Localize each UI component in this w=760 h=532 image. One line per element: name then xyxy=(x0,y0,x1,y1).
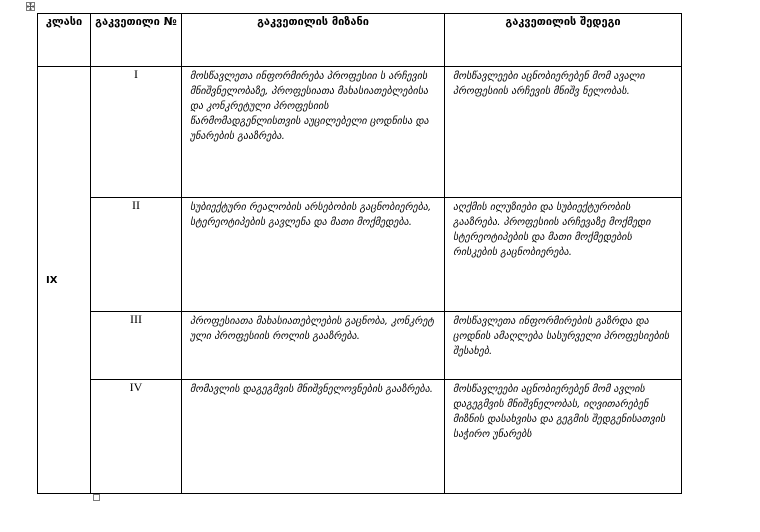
table-row xyxy=(38,380,682,494)
header-lesson-goal: გაკვეთილის მიზანი xyxy=(182,14,445,67)
table-header-row xyxy=(38,14,682,67)
lesson-goal: მომავლის დაგეგმვის მნიშვნელოვნების გააზრება. xyxy=(182,380,445,494)
table-row xyxy=(38,67,682,198)
lesson-goal: სუბიექტური რეალობის არსებობის გაცნობიერება, სტერეოტიპების გავლენა და მათი მოქმედება. xyxy=(182,198,445,312)
table-resize-handle[interactable] xyxy=(93,494,100,501)
lesson-plan-table xyxy=(37,13,682,494)
lesson-goal: მოსწავლეთა ინფორმირება პროფესიი ს არჩევის მნიშვნელობაზე, პროფესიათა მახასიათებლებისა და კონკრეტული პროფესიის წარმომადგენლისთვის აუცილებელი ცოდნისა და უნარების გააზრება. xyxy=(182,67,445,198)
table-move-handle-icon[interactable] xyxy=(26,2,35,11)
lesson-number: I xyxy=(91,67,182,198)
lesson-number: IV xyxy=(91,380,182,494)
lesson-result: აღქმის ილუზიები და სუბიექტურობის გააზრება. პროფესიის არჩევაზე მოქმედი სტერეოტიპების და მათი მოქმედების რისკების გაცნობიერება. xyxy=(445,198,682,312)
header-lesson-result: გაკვეთილის შედეგი xyxy=(445,14,682,67)
lesson-result: მოსწავლეები აცნობიერებენ მომ ავლის დაგეგმვის მნიშვნელობას, იღვითარებენ მიზნის დასახვისა და გეგმის შედგენისათვის საჭირო უნარებს xyxy=(445,380,682,494)
header-class: კლასი xyxy=(38,14,91,67)
lesson-number: II xyxy=(91,198,182,312)
class-cell: IX xyxy=(38,67,91,494)
lesson-number: III xyxy=(91,312,182,380)
lesson-result: მოსწავლეთა ინფორმირების გაზრდა და ცოდნის ამაღლება სასურველი პროფესიების შესახებ. xyxy=(445,312,682,380)
lesson-result: მოსწავლეები აცნობიერებენ მომ ავალი პროფესიის არჩევის მნიშვ ნელობას. xyxy=(445,67,682,198)
table-row xyxy=(38,312,682,380)
lesson-goal: პროფესიათა მახასიათებლების გაცნობა, კონკრეტ ული პროფესიის როლის გააზრება. xyxy=(182,312,445,380)
table-row xyxy=(38,198,682,312)
header-lesson-number: გაკვეთილი № xyxy=(91,14,182,67)
